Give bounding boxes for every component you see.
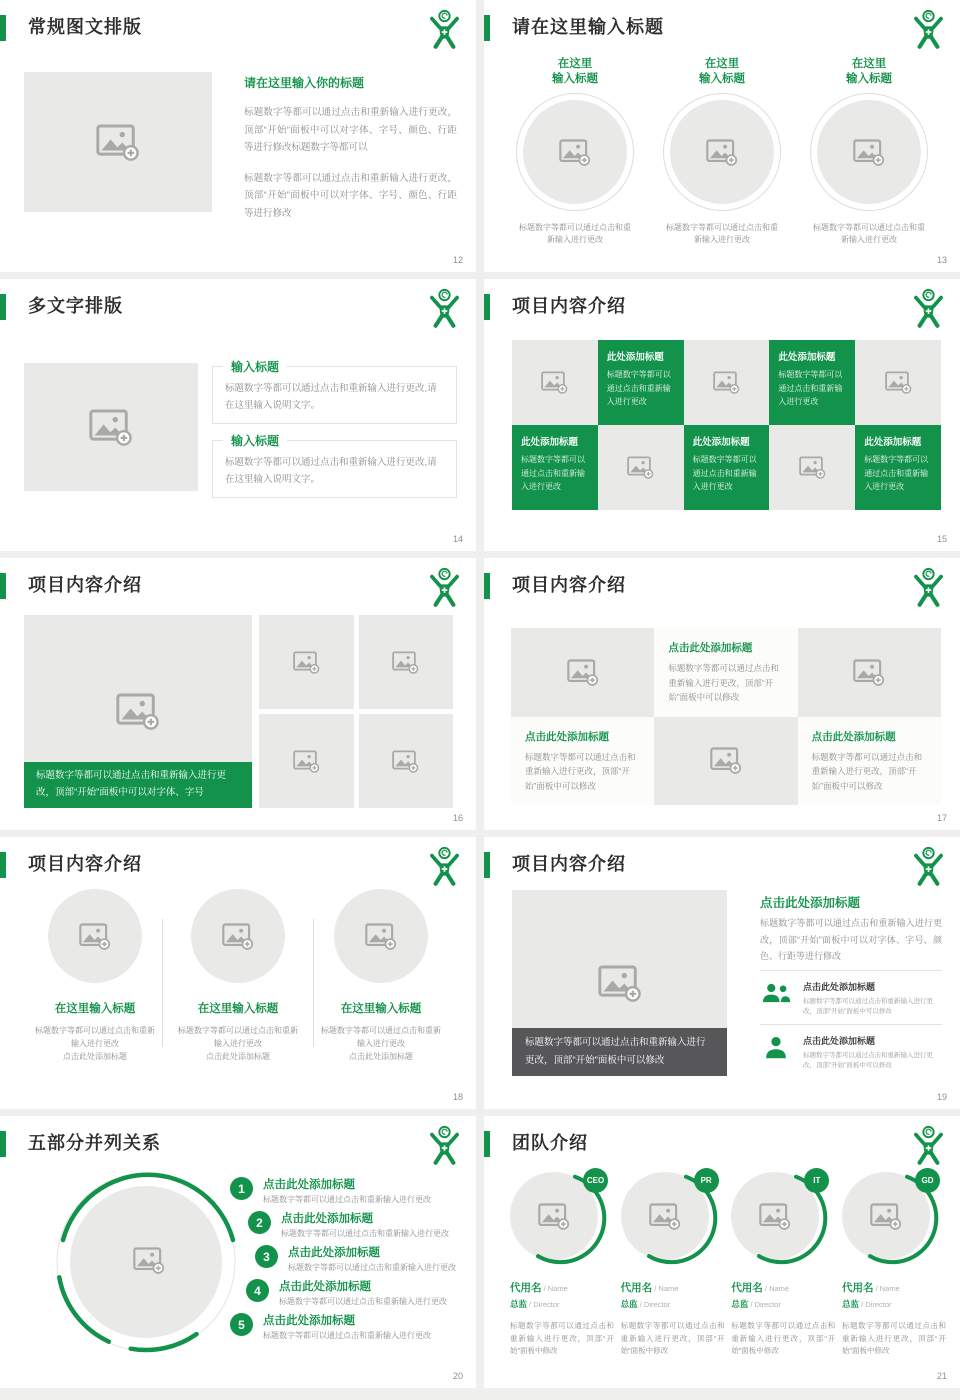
member-text: 标题数字等都可以通过点击和重新输入进行更改，顶部“开始”面板中修改 [510, 1321, 614, 1355]
body-paragraph: 标题数字等都可以通过点击和重新输入进行更改，顶部“开始”面板中可以对字体、字号、颜色、行距等进行修改标题数字等都可以 [244, 107, 457, 153]
slide-title: 项目内容介绍 [512, 296, 626, 316]
block-title: 输入标题 [223, 358, 287, 375]
section-heading: 请在这里输入你的标题 [244, 76, 365, 90]
image-placeholder-icon [293, 750, 320, 773]
item-title: 点击此处添加标题 [281, 1213, 373, 1225]
item-text: 标题数字等都可以通过点击和重新输入进行更改 [35, 1026, 155, 1048]
page-number: 21 [936, 1371, 947, 1381]
brand-logo-icon [428, 567, 461, 607]
item-text2: 点击此处添加标题 [349, 1052, 413, 1061]
body-paragraph: 标题数字等都可以通过点击和重新输入进行更改，顶部“开始”面板中可以对字体、字号、颜色、行距等进行修改 [760, 918, 942, 961]
image-placeholder[interactable] [259, 714, 354, 808]
slide-title: 五部分并列关系 [28, 1133, 161, 1153]
row-text: 标题数字等都可以通过点击和重新输入进行更改，顶部“开始”面板中可以修改 [803, 998, 933, 1015]
slide-19[interactable] [484, 837, 960, 1109]
page-number: 12 [452, 255, 463, 265]
circle-item [314, 889, 448, 1063]
item-title: 点击此处添加标题 [263, 1315, 355, 1327]
slide-14[interactable] [0, 279, 476, 551]
title-accent-bar [0, 852, 6, 878]
cell-text: 标题数字等都可以通过点击和重新输入进行更改 [606, 370, 671, 406]
item-text: 标题数字等都可以通过点击和重新输入进行更改 [279, 1297, 447, 1306]
brand-logo-icon [428, 1125, 461, 1165]
circle-item [653, 57, 791, 246]
member-role: 总监 [731, 1299, 749, 1309]
slide-20[interactable] [0, 1116, 476, 1388]
circle-items-row [506, 57, 938, 246]
item-caption: 标题数字等都可以通过点击和重新输入进行更改 [813, 223, 925, 244]
text-block [212, 434, 457, 498]
numbered-item [230, 1312, 458, 1341]
cell-text: 标题数字等都可以通过点击和重新输入进行更改，顶部“开始”面板中可以修改 [811, 751, 923, 791]
member-name: 代用名 [620, 1282, 653, 1294]
circle-item [28, 889, 162, 1063]
image-placeholder-icon [567, 659, 599, 686]
item-title-line2: 输入标题 [699, 73, 745, 85]
cell-title: 此处添加标题 [692, 437, 750, 448]
slide-17[interactable] [484, 558, 960, 830]
image-placeholder[interactable] [512, 890, 727, 1076]
cell-title: 此处添加标题 [521, 437, 579, 448]
page-number: 19 [936, 1092, 947, 1102]
block-text: 标题数字等都可以通过点击和重新输入进行更改,请在这里输入说明文字。 [225, 457, 437, 485]
numbered-item [248, 1210, 458, 1239]
slide-title: 项目内容介绍 [28, 854, 142, 874]
slide-16[interactable] [0, 558, 476, 830]
cell-title: 点击此处添加标题 [811, 730, 896, 743]
member-name: 代用名 [841, 1282, 874, 1294]
item-text2: 点击此处添加标题 [63, 1052, 127, 1061]
member-name-en: / Name [764, 1284, 790, 1293]
image-placeholder[interactable] [769, 425, 855, 510]
cell-text: 标题数字等都可以通过点击和重新输入进行更改 [778, 370, 843, 406]
text-cell [654, 628, 797, 717]
thumbnail-grid [259, 615, 453, 808]
member-role-en: / Director [529, 1300, 560, 1309]
member-name: 代用名 [510, 1282, 542, 1294]
image-placeholder[interactable] [523, 100, 627, 204]
slide-12[interactable] [0, 0, 476, 272]
circle-item [506, 57, 644, 246]
title-accent-bar [0, 1131, 6, 1157]
image-placeholder-icon [293, 651, 320, 674]
team-member-card [510, 1168, 614, 1358]
title-accent-bar [0, 573, 6, 599]
image-placeholder-icon [627, 456, 654, 479]
member-text: 标题数字等都可以通过点击和重新输入进行更改，顶部“开始”面板中修改 [731, 1321, 836, 1355]
member-role-en: / Director [861, 1300, 892, 1309]
item-text: 标题数字等都可以通过点击和重新输入进行更改 [178, 1026, 298, 1048]
cell-title: 此处添加标题 [778, 352, 836, 363]
member-role-en: / Director [750, 1300, 781, 1309]
green-text-cell [512, 425, 598, 510]
title-accent-bar [484, 1131, 490, 1157]
page-number: 17 [936, 813, 947, 823]
member-role: 总监 [841, 1299, 859, 1309]
title-accent-bar [0, 15, 6, 41]
cell-text: 标题数字等都可以通过点击和重新输入进行更改 [521, 455, 585, 491]
member-text: 标题数字等都可以通过点击和重新输入进行更改，顶部“开始”面板中修改 [620, 1321, 725, 1355]
numbered-list [230, 1176, 458, 1341]
number-badge: 2 [248, 1211, 271, 1234]
item-title-line1: 在这里 [851, 58, 887, 70]
image-placeholder-icon [706, 139, 738, 166]
image-placeholder[interactable] [133, 1247, 165, 1279]
image-placeholder[interactable] [334, 889, 428, 983]
item-title: 在这里输入标题 [54, 1003, 136, 1015]
item-text: 标题数字等都可以通过点击和重新输入进行更改 [263, 1331, 431, 1340]
image-placeholder[interactable] [855, 340, 941, 425]
member-name: 代用名 [731, 1282, 763, 1294]
item-text: 标题数字等都可以通过点击和重新输入进行更改 [281, 1229, 449, 1238]
block-title: 输入标题 [223, 432, 287, 449]
image-placeholder-icon [853, 659, 885, 686]
circle-item [800, 57, 938, 246]
cell-title: 此处添加标题 [606, 352, 664, 363]
body-paragraph: 标题数字等都可以通过点击和重新输入进行更改，顶部“开始”面板中可以对字体、字号、颜色、行距等进行修改 [244, 172, 457, 219]
member-name-en: / Name [543, 1284, 568, 1293]
number-badge: 3 [255, 1245, 278, 1268]
cell-text: 标题数字等都可以通过点击和重新输入进行更改 [692, 455, 757, 491]
feature-row [760, 970, 942, 1017]
page-number: 14 [452, 534, 463, 544]
slide-15[interactable] [484, 279, 960, 551]
image-placeholder[interactable] [654, 717, 797, 806]
cell-text: 标题数字等都可以通过点击和重新输入进行更改，顶部“开始”面板中可以修改 [525, 751, 636, 791]
text-column [244, 74, 457, 235]
image-placeholder-icon [96, 124, 140, 161]
green-text-cell [598, 340, 684, 425]
image-placeholder[interactable] [191, 889, 285, 983]
green-text-cell [769, 340, 855, 425]
slide-13[interactable] [484, 0, 960, 272]
numbered-item [246, 1278, 458, 1307]
member-name-en: / Name [654, 1284, 679, 1293]
role-badge: IT [804, 1168, 829, 1193]
page-number: 18 [452, 1092, 463, 1102]
team-member-card [621, 1168, 725, 1358]
image-placeholder[interactable] [24, 72, 212, 212]
title-accent-bar [484, 294, 490, 320]
item-text: 标题数字等都可以通过点击和重新输入进行更改 [321, 1026, 441, 1048]
brand-logo-icon [912, 846, 945, 886]
item-title: 在这里输入标题 [340, 1003, 422, 1015]
image-placeholder[interactable] [359, 615, 454, 709]
item-text: 标题数字等都可以通过点击和重新输入进行更改 [288, 1263, 456, 1272]
page-number: 13 [936, 255, 947, 265]
image-placeholder[interactable] [798, 628, 941, 717]
image-placeholder-icon [853, 139, 885, 166]
image-placeholder[interactable] [48, 889, 142, 983]
number-badge: 1 [230, 1177, 253, 1200]
cell-title: 点击此处添加标题 [668, 642, 753, 654]
member-role: 总监 [620, 1299, 638, 1309]
item-caption: 标题数字等都可以通过点击和重新输入进行更改 [519, 223, 631, 244]
team-members-row [510, 1168, 946, 1358]
image-caption-bar: 标题数字等都可以通过点击和重新输入进行更改，顶部“开始”面板中可以修改 [512, 1028, 727, 1076]
item-title: 点击此处添加标题 [288, 1247, 380, 1259]
brand-logo-icon [912, 9, 945, 49]
cell-text: 标题数字等都可以通过点击和重新输入进行更改，顶部“开始”面板中可以修改 [668, 663, 779, 702]
item-title-line1: 在这里 [557, 58, 593, 70]
image-placeholder[interactable] [24, 363, 198, 491]
team-member-card [731, 1168, 835, 1358]
item-title-line2: 输入标题 [552, 73, 598, 85]
item-title-line2: 输入标题 [846, 73, 892, 85]
page-number: 16 [452, 813, 463, 823]
checkerboard-grid [512, 340, 941, 510]
person-icon [760, 1034, 792, 1071]
image-placeholder[interactable] [598, 425, 684, 510]
image-placeholder[interactable] [684, 340, 770, 425]
image-placeholder-icon [222, 923, 254, 950]
green-text-cell [855, 425, 941, 510]
cell-text: 标题数字等都可以通过点击和重新输入进行更改 [864, 455, 929, 491]
number-badge: 4 [246, 1279, 269, 1302]
title-accent-bar [484, 15, 490, 41]
slide-title: 项目内容介绍 [512, 854, 626, 874]
image-placeholder[interactable] [24, 615, 252, 808]
row-title: 点击此处添加标题 [803, 1036, 876, 1046]
image-placeholder-icon [713, 371, 740, 394]
people-group-icon [760, 980, 792, 1017]
member-role: 总监 [510, 1299, 528, 1309]
brand-logo-icon [912, 567, 945, 607]
circle-item [171, 889, 305, 1063]
image-placeholder[interactable] [670, 100, 774, 204]
page-number: 20 [452, 1371, 463, 1381]
image-placeholder-icon [365, 923, 397, 950]
text-cell [798, 717, 941, 806]
image-placeholder-icon [116, 693, 160, 730]
row-text: 标题数字等都可以通过点击和重新输入进行更改，顶部“开始”面板中可以修改 [803, 1052, 933, 1069]
item-caption: 标题数字等都可以通过点击和重新输入进行更改 [666, 223, 778, 244]
image-placeholder[interactable] [817, 100, 921, 204]
role-badge: CEO [583, 1168, 608, 1193]
slide-title: 团队介绍 [512, 1133, 588, 1153]
image-placeholder-icon [885, 371, 912, 394]
section-heading: 点击此处添加标题 [760, 896, 861, 910]
member-text: 标题数字等都可以通过点击和重新输入进行更改，顶部“开始”面板中修改 [841, 1321, 946, 1355]
image-placeholder[interactable] [259, 615, 354, 709]
cell-title: 点击此处添加标题 [525, 730, 609, 743]
image-placeholder-icon [799, 456, 826, 479]
text-cell [511, 717, 654, 806]
page-number: 15 [936, 534, 947, 544]
team-member-card [842, 1168, 946, 1358]
slide-title: 多文字排版 [28, 296, 123, 316]
image-placeholder-icon [541, 371, 568, 394]
item-text: 标题数字等都可以通过点击和重新输入进行更改 [263, 1195, 431, 1204]
slide-title: 请在这里输入标题 [512, 17, 664, 37]
slide-21[interactable] [484, 1116, 960, 1388]
block-text: 标题数字等都可以通过点击和重新输入进行更改,请在这里输入说明文字。 [225, 383, 437, 411]
slide-18[interactable] [0, 837, 476, 1109]
numbered-item [230, 1176, 458, 1205]
member-role-en: / Director [639, 1300, 671, 1309]
image-placeholder-icon [89, 409, 133, 446]
image-placeholder[interactable] [359, 714, 454, 808]
image-placeholder-icon [392, 651, 419, 674]
row-title: 点击此处添加标题 [803, 982, 876, 992]
brand-logo-icon [428, 288, 461, 328]
image-caption-bar: 标题数字等都可以通过点击和重新输入进行更改，顶部“开始”面板中可以对字体、字号 [24, 762, 252, 808]
brand-logo-icon [912, 288, 945, 328]
text-block [212, 360, 457, 424]
image-placeholder-icon [710, 747, 742, 774]
item-title: 在这里输入标题 [197, 1003, 279, 1015]
slide-title: 项目内容介绍 [512, 575, 626, 595]
title-accent-bar [0, 294, 6, 320]
item-title: 点击此处添加标题 [263, 1179, 355, 1191]
item-title: 点击此处添加标题 [279, 1281, 371, 1293]
title-accent-bar [484, 852, 490, 878]
circle-items-row [28, 889, 448, 1063]
image-placeholder-icon [392, 750, 419, 773]
slide-title: 项目内容介绍 [28, 575, 142, 595]
brand-logo-icon [428, 9, 461, 49]
title-accent-bar [484, 573, 490, 599]
cell-title: 此处添加标题 [864, 437, 922, 448]
item-title-line1: 在这里 [704, 58, 740, 70]
role-badge: GD [915, 1168, 940, 1193]
brand-logo-icon [912, 1125, 945, 1165]
image-placeholder-icon [133, 1247, 165, 1274]
brand-logo-icon [428, 846, 461, 886]
image-placeholder[interactable] [511, 628, 654, 717]
member-name-en: / Name [875, 1284, 900, 1293]
image-placeholder-icon [79, 923, 111, 950]
role-badge: PR [694, 1168, 719, 1193]
numbered-item [255, 1244, 458, 1273]
image-placeholder-icon [598, 965, 642, 1002]
image-placeholder[interactable] [512, 340, 598, 425]
number-badge: 5 [230, 1313, 253, 1336]
slide-title: 常规图文排版 [28, 17, 142, 37]
green-text-cell [684, 425, 770, 510]
image-placeholder-icon [559, 139, 591, 166]
checkerboard-grid [511, 628, 941, 791]
feature-row [760, 1024, 942, 1071]
item-text2: 点击此处添加标题 [206, 1052, 270, 1061]
